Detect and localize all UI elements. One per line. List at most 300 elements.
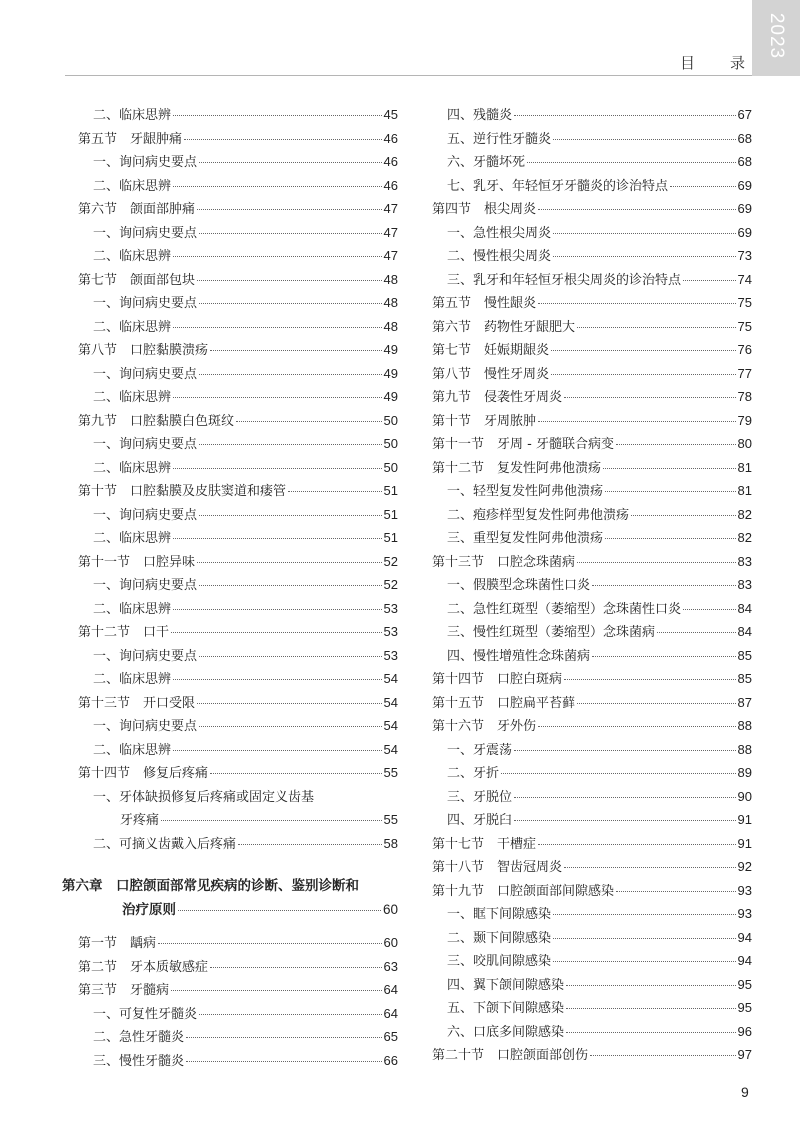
toc-entry-page: 49 — [383, 389, 398, 404]
toc-section-entry[interactable] — [432, 410, 752, 434]
toc-entry-title: 第十节 牙周脓肿 — [432, 413, 537, 429]
toc-entry-title: 三、重型复发性阿弗他溃疡 — [447, 531, 604, 546]
toc-entry-page: 69 — [737, 224, 752, 240]
toc-entry-page: 50 — [383, 436, 398, 451]
toc-entry-title: 二、疱疹样型复发性阿弗他溃疡 — [447, 507, 630, 523]
leader-dots — [199, 726, 382, 727]
toc-entry-page: 49 — [383, 365, 398, 381]
toc-section-entry[interactable] — [432, 198, 752, 222]
toc-entry-page: 52 — [383, 577, 398, 592]
toc-entry-page: 87 — [737, 694, 752, 710]
toc-subsection-entry[interactable] — [78, 433, 398, 457]
toc-entry-title: 第八节 口腔黏膜溃疡 — [78, 343, 209, 358]
leader-dots — [631, 515, 736, 516]
leader-dots — [173, 609, 382, 610]
toc-entry-page: 84 — [737, 624, 752, 639]
toc-subsection-entry[interactable] — [432, 1021, 752, 1045]
toc-entry-title: 二、临床思辨 — [93, 531, 172, 546]
toc-subsection-entry[interactable] — [78, 715, 398, 739]
chapter-title-line2-text: 治疗原则 — [122, 902, 176, 918]
leader-dots — [197, 280, 382, 281]
leader-dots — [603, 468, 736, 469]
leader-dots — [173, 679, 382, 680]
toc-entry-title: 七、乳牙、年轻恒牙牙髓炎的诊治特点 — [447, 178, 669, 194]
leader-dots — [173, 256, 382, 257]
leader-dots — [197, 562, 382, 563]
leader-dots — [199, 162, 382, 163]
toc-subsection-entry[interactable] — [432, 222, 752, 246]
leader-dots — [197, 703, 382, 704]
leader-dots — [199, 585, 382, 586]
year-tab — [752, 0, 800, 76]
toc-subsection-entry[interactable] — [432, 104, 752, 128]
toc-subsection-entry[interactable] — [432, 927, 752, 951]
toc-entry-title: 一、牙体缺损修复后疼痛或固定义齿基 — [93, 789, 315, 805]
toc-entry-title: 牙疼痛 — [120, 813, 160, 828]
leader-dots — [171, 632, 382, 633]
toc-subsection-entry[interactable] — [78, 292, 398, 316]
toc-section-entry[interactable] — [78, 551, 398, 575]
toc-entry-page: 91 — [737, 835, 752, 851]
toc-entry-title: 六、口底多间隙感染 — [447, 1024, 565, 1040]
toc-entry-page: 94 — [737, 953, 752, 968]
toc-entry-title: 第十一节 牙周 - 牙髓联合病变 — [432, 437, 614, 452]
toc-entry-title: 第十四节 口腔白斑病 — [432, 672, 563, 687]
leader-dots — [199, 1014, 382, 1015]
toc-subsection-entry[interactable] — [432, 739, 752, 763]
leader-dots — [173, 397, 382, 398]
toc-entry-page: 48 — [383, 271, 398, 287]
toc-entry-title: 四、牙脱臼 — [447, 813, 513, 828]
toc-entry-page: 97 — [737, 1047, 752, 1062]
toc-section-entry[interactable] — [432, 1044, 752, 1068]
toc-entry-page: 69 — [737, 177, 752, 193]
toc-section-entry[interactable] — [78, 932, 398, 956]
leader-dots — [592, 656, 736, 657]
toc-entry-page: 93 — [737, 882, 752, 898]
toc-entry-page: 67 — [737, 107, 752, 122]
toc-list-right — [432, 104, 752, 1068]
toc-subsection-entry[interactable] — [432, 809, 752, 833]
toc-entry-page: 81 — [737, 483, 752, 498]
toc-entry-page: 75 — [737, 295, 752, 310]
leader-dots — [161, 820, 382, 821]
leader-dots — [616, 444, 736, 445]
toc-subsection-entry[interactable] — [432, 527, 752, 551]
toc-entry-title: 第六节 颌面部肿痛 — [78, 202, 196, 217]
toc-entry-title: 二、临床思辨 — [93, 319, 172, 335]
leader-dots — [553, 233, 736, 234]
toc-entry-page: 78 — [737, 389, 752, 404]
toc-section-entry[interactable] — [432, 668, 752, 692]
chapter-heading[interactable] — [62, 874, 398, 920]
toc-entry-page: 66 — [383, 1052, 398, 1068]
toc-entry-title: 第五节 慢性龈炎 — [432, 296, 537, 311]
toc-subsection-entry[interactable] — [432, 950, 752, 974]
toc-section-entry[interactable] — [432, 433, 752, 457]
leader-dots — [501, 773, 736, 774]
toc-subsection-entry[interactable] — [78, 457, 398, 481]
toc-list-left-top — [78, 104, 398, 856]
toc-entry-title: 一、急性根尖周炎 — [447, 225, 552, 241]
toc-subsection-entry[interactable] — [432, 574, 752, 598]
toc-subsection-entry[interactable] — [78, 739, 398, 763]
toc-entry-title: 第十五节 口腔扁平苔藓 — [432, 695, 576, 711]
toc-section-entry[interactable] — [432, 457, 752, 481]
leader-dots — [564, 867, 736, 868]
toc-entry-title: 第十二节 口干 — [78, 625, 170, 640]
toc-section-entry[interactable] — [78, 692, 398, 716]
leader-dots — [683, 280, 736, 281]
toc-entry-page: 47 — [383, 224, 398, 240]
toc-section-entry[interactable] — [432, 386, 752, 410]
leader-dots — [657, 632, 736, 633]
toc-entry-page: 47 — [383, 248, 398, 263]
toc-subsection-entry[interactable] — [78, 645, 398, 669]
toc-entry-page: 83 — [737, 577, 752, 592]
toc-subsection-entry[interactable] — [78, 363, 398, 387]
toc-section-entry[interactable] — [78, 269, 398, 293]
toc-entry-title: 二、临床思辨 — [93, 742, 172, 758]
leader-dots — [199, 233, 382, 234]
toc-entry-page: 54 — [383, 694, 398, 710]
toc-entry-page: 75 — [737, 318, 752, 334]
toc-entry-page: 65 — [383, 1029, 398, 1044]
toc-entry-title: 第五节 牙龈肿痛 — [78, 131, 183, 147]
toc-section-entry[interactable] — [432, 856, 752, 880]
toc-subsection-entry[interactable] — [78, 598, 398, 622]
leader-dots — [514, 820, 736, 821]
leader-dots — [616, 891, 736, 892]
leader-dots — [199, 515, 382, 516]
toc-subsection-entry[interactable] — [432, 480, 752, 504]
toc-section-entry[interactable] — [432, 715, 752, 739]
toc-section-entry[interactable] — [78, 410, 398, 434]
toc-subsection-entry[interactable] — [78, 151, 398, 175]
toc-entry-page: 80 — [737, 436, 752, 451]
toc-entry-title: 一、询问病史要点 — [93, 155, 198, 170]
leader-dots — [551, 350, 736, 351]
toc-subsection-entry[interactable] — [78, 668, 398, 692]
toc-entry-page: 91 — [737, 812, 752, 827]
leader-dots — [566, 1008, 736, 1009]
toc-entry-page: 68 — [737, 154, 752, 169]
toc-entry-page: 93 — [737, 906, 752, 921]
toc-subsection-entry[interactable] — [78, 245, 398, 269]
leader-dots — [553, 914, 736, 915]
toc-entry-title: 第九节 侵袭性牙周炎 — [432, 390, 563, 405]
toc-entry-page: 46 — [383, 130, 398, 146]
toc-entry-title: 一、询问病史要点 — [93, 437, 198, 452]
toc-entry-title: 一、询问病史要点 — [93, 507, 198, 523]
toc-entry-title: 第二十节 口腔颌面部创伤 — [432, 1048, 589, 1063]
toc-entry-title: 三、咬肌间隙感染 — [447, 954, 552, 969]
toc-subsection-entry[interactable] — [78, 1003, 398, 1027]
toc-entry-title: 第四节 根尖周炎 — [432, 202, 537, 217]
leader-dots — [605, 491, 736, 492]
leader-dots — [566, 985, 736, 986]
toc-subsection-entry[interactable] — [432, 245, 752, 269]
toc-entry-title: 第十二节 复发性阿弗他溃疡 — [432, 460, 602, 476]
toc-entry-title: 第一节 龋病 — [78, 936, 157, 951]
toc-entry-title: 二、临床思辨 — [93, 601, 172, 617]
year-label: 2023 — [766, 12, 787, 60]
toc-list-left-bottom — [78, 932, 398, 1073]
leader-dots — [683, 609, 736, 610]
toc-subsection-entry[interactable] — [78, 574, 398, 598]
toc-entry-title: 第十一节 口腔异味 — [78, 554, 196, 570]
toc-entry-page: 85 — [737, 671, 752, 686]
toc-section-entry[interactable] — [78, 339, 398, 363]
leader-dots — [238, 844, 382, 845]
toc-entry-title: 第十六节 牙外伤 — [432, 719, 537, 734]
toc-section-entry[interactable] — [78, 480, 398, 504]
toc-entry-title: 二、急性红斑型（萎缩型）念珠菌性口炎 — [447, 601, 682, 617]
toc-entry-page: 54 — [383, 718, 398, 733]
toc-entry-page: 89 — [737, 765, 752, 780]
toc-entry-page: 94 — [737, 929, 752, 945]
leader-dots — [173, 327, 382, 328]
toc-entry-page: 45 — [383, 107, 398, 122]
toc-section-entry[interactable] — [78, 128, 398, 152]
toc-entry-title: 第七节 颌面部包块 — [78, 272, 196, 288]
toc-section-entry[interactable] — [432, 692, 752, 716]
toc-entry-title: 二、临床思辨 — [93, 108, 172, 123]
leader-dots — [514, 797, 736, 798]
toc-entry-page: 50 — [383, 459, 398, 475]
toc-entry-page: 90 — [737, 788, 752, 804]
page-number: 9 — [741, 1084, 749, 1100]
toc-entry-page: 88 — [737, 718, 752, 733]
leader-dots — [538, 421, 736, 422]
toc-entry-title: 一、询问病史要点 — [93, 225, 198, 241]
toc-entry-page: 54 — [383, 671, 398, 686]
toc-entry-title: 第九节 口腔黏膜白色斑纹 — [78, 413, 235, 429]
toc-entry-title: 第八节 慢性牙周炎 — [432, 366, 550, 382]
toc-entry-title: 一、可复性牙髓炎 — [93, 1006, 198, 1022]
toc-section-entry[interactable] — [432, 292, 752, 316]
toc-entry-title: 第十八节 智齿冠周炎 — [432, 860, 563, 875]
toc-entry-title: 三、慢性牙髓炎 — [93, 1053, 185, 1069]
header-divider — [65, 75, 752, 76]
toc-entry-page: 81 — [737, 459, 752, 475]
toc-entry-title: 一、眶下间隙感染 — [447, 907, 552, 922]
toc-entry-title: 二、颞下间隙感染 — [447, 930, 552, 946]
toc-entry-title: 二、慢性根尖周炎 — [447, 249, 552, 264]
toc-subsection-entry[interactable] — [432, 151, 752, 175]
toc-entry-page: 53 — [383, 600, 398, 616]
toc-section-entry[interactable] — [78, 198, 398, 222]
toc-subsection-entry[interactable] — [432, 269, 752, 293]
leader-dots — [158, 943, 382, 944]
toc-subsection-entry[interactable] — [432, 786, 752, 810]
toc-subsection-entry[interactable] — [432, 903, 752, 927]
toc-section-entry[interactable] — [432, 316, 752, 340]
toc-subsection-entry[interactable] — [432, 997, 752, 1021]
toc-section-entry[interactable] — [78, 956, 398, 980]
toc-entry-title: 一、牙震荡 — [447, 742, 513, 758]
leader-dots — [173, 186, 382, 187]
toc-section-entry[interactable] — [432, 833, 752, 857]
toc-entry-title: 二、临床思辨 — [93, 672, 172, 687]
toc-entry-page: 51 — [383, 483, 398, 498]
toc-entry-title: 第十七节 干槽症 — [432, 836, 537, 852]
toc-entry-title: 一、询问病史要点 — [93, 578, 198, 593]
toc-entry-title: 一、询问病史要点 — [93, 648, 198, 664]
toc-entry-title: 第二节 牙本质敏感症 — [78, 959, 209, 975]
toc-entry-title: 二、临床思辨 — [93, 390, 172, 405]
leader-dots — [173, 468, 382, 469]
toc-section-entry[interactable] — [78, 762, 398, 786]
leader-dots — [538, 303, 736, 304]
leader-dots — [553, 139, 736, 140]
toc-entry-page: 79 — [737, 412, 752, 428]
toc-entry-title: 一、询问病史要点 — [93, 719, 198, 734]
toc-entry-title: 第十九节 口腔颌面部间隙感染 — [432, 883, 615, 899]
toc-entry-page: 74 — [737, 271, 752, 287]
toc-subsection-entry[interactable] — [78, 786, 398, 810]
leader-dots — [605, 538, 736, 539]
toc-entry-page: 88 — [737, 741, 752, 757]
toc-entry-page: 51 — [383, 530, 398, 545]
toc-entry-title: 第七节 妊娠期龈炎 — [432, 343, 550, 358]
toc-subsection-entry[interactable] — [78, 1050, 398, 1074]
leader-dots — [199, 374, 382, 375]
toc-subsection-entry[interactable] — [78, 222, 398, 246]
chapter-title-line1: 第六章 口腔颌面部常见疾病的诊断、鉴别诊断和 — [62, 878, 359, 894]
toc-entry-title: 三、牙脱位 — [447, 789, 513, 805]
toc-section-entry[interactable] — [78, 979, 398, 1003]
toc-subsection-entry[interactable] — [78, 1026, 398, 1050]
toc-section-entry[interactable] — [432, 363, 752, 387]
toc-section-entry[interactable] — [432, 551, 752, 575]
toc-entry-title: 六、牙髓坏死 — [447, 155, 526, 170]
toc-entry-page: 85 — [737, 647, 752, 663]
leader-dots — [171, 990, 382, 991]
toc-entry-page: 47 — [383, 201, 398, 216]
toc-entry-page: 63 — [383, 958, 398, 974]
toc-column-right — [432, 104, 752, 1068]
leader-dots — [184, 139, 382, 140]
toc-entry-page: 55 — [383, 765, 398, 780]
toc-entry-title: 二、急性牙髓炎 — [93, 1030, 185, 1045]
leader-dots — [236, 421, 382, 422]
toc-entry-page: 48 — [383, 295, 398, 310]
toc-entry-page: 76 — [737, 342, 752, 357]
toc-entry-page: 92 — [737, 859, 752, 874]
toc-section-entry[interactable] — [78, 621, 398, 645]
leader-dots — [670, 186, 736, 187]
toc-entry-title: 四、慢性增殖性念珠菌病 — [447, 648, 591, 664]
toc-entry-title: 二、临床思辨 — [93, 249, 172, 264]
toc-entry-title: 第十四节 修复后疼痛 — [78, 766, 209, 781]
toc-entry-title: 三、乳牙和年轻恒牙根尖周炎的诊治特点 — [447, 272, 682, 288]
toc-subsection-entry[interactable] — [432, 598, 752, 622]
toc-entry-page: 58 — [383, 835, 398, 851]
toc-subsection-entry[interactable] — [78, 833, 398, 857]
toc-entry-page: 82 — [737, 530, 752, 545]
toc-entry-page: 64 — [383, 1005, 398, 1021]
toc-entry-page: 96 — [737, 1023, 752, 1039]
toc-entry-page: 55 — [383, 812, 398, 827]
toc-entry-page: 95 — [737, 976, 752, 992]
toc-section-entry[interactable] — [432, 880, 752, 904]
leader-dots — [551, 374, 736, 375]
toc-subsection-entry[interactable] — [432, 645, 752, 669]
toc-subsection-entry[interactable] — [78, 316, 398, 340]
toc-entry-title: 三、慢性红斑型（萎缩型）念珠菌病 — [447, 625, 656, 640]
leader-dots — [514, 750, 736, 751]
leader-dots — [173, 538, 382, 539]
toc-entry-page: 46 — [383, 177, 398, 193]
toc-subsection-entry[interactable] — [78, 175, 398, 199]
toc-entry-title: 第十三节 开口受限 — [78, 695, 196, 711]
toc-subsection-entry[interactable] — [78, 104, 398, 128]
toc-entry-page: 68 — [737, 130, 752, 146]
toc-entry-page: 50 — [383, 412, 398, 428]
leader-dots — [527, 162, 736, 163]
leader-dots — [538, 844, 736, 845]
leader-dots — [197, 209, 382, 210]
leader-dots — [564, 397, 736, 398]
toc-entry-title: 二、牙折 — [447, 766, 500, 781]
toc-entry-title: 第六节 药物性牙龈肥大 — [432, 319, 576, 335]
toc-entry-page: 53 — [383, 624, 398, 639]
page-header-title: 目 录 — [680, 54, 756, 72]
leader-dots — [173, 750, 382, 751]
toc-entry-page: 52 — [383, 553, 398, 569]
leader-dots — [210, 350, 382, 351]
toc-entry-page: 82 — [737, 506, 752, 522]
toc-subsection-entry[interactable] — [432, 175, 752, 199]
toc-subsection-entry[interactable] — [78, 386, 398, 410]
toc-subsection-entry[interactable] — [432, 504, 752, 528]
leader-dots — [538, 726, 736, 727]
leader-dots — [199, 303, 382, 304]
chapter-title-line2 — [62, 898, 398, 920]
toc-subsection-entry[interactable] — [432, 621, 752, 645]
leader-dots — [288, 491, 382, 492]
chapter-page-number: 60 — [382, 902, 398, 917]
toc-entry-page: 46 — [383, 154, 398, 169]
toc-entry-page: 60 — [383, 935, 398, 950]
leader-dots — [577, 562, 736, 563]
toc-entry-title: 二、可摘义齿戴入后疼痛 — [93, 836, 237, 852]
toc-entry-title: 二、临床思辨 — [93, 178, 172, 194]
toc-subsection-entry[interactable] — [432, 974, 752, 998]
toc-subsection-entry[interactable] — [78, 809, 398, 833]
toc-entry-page: 77 — [737, 365, 752, 381]
toc-subsection-entry[interactable] — [78, 504, 398, 528]
toc-entry-title: 五、逆行性牙髓炎 — [447, 131, 552, 147]
toc-entry-page: 73 — [737, 248, 752, 263]
toc-subsection-entry[interactable] — [432, 762, 752, 786]
toc-section-entry[interactable] — [432, 339, 752, 363]
leader-dots — [538, 209, 736, 210]
leader-dots — [199, 444, 382, 445]
leader-dots — [186, 1037, 382, 1038]
toc-subsection-entry[interactable] — [78, 527, 398, 551]
toc-entry-page: 64 — [383, 982, 398, 997]
toc-subsection-entry[interactable] — [432, 128, 752, 152]
leader-dots — [577, 703, 736, 704]
toc-column-left — [62, 104, 398, 1073]
toc-entry-page: 69 — [737, 201, 752, 216]
leader-dots — [186, 1061, 382, 1062]
leader-dots — [592, 585, 736, 586]
toc-entry-page: 54 — [383, 741, 398, 757]
toc-entry-title: 一、询问病史要点 — [93, 296, 198, 311]
